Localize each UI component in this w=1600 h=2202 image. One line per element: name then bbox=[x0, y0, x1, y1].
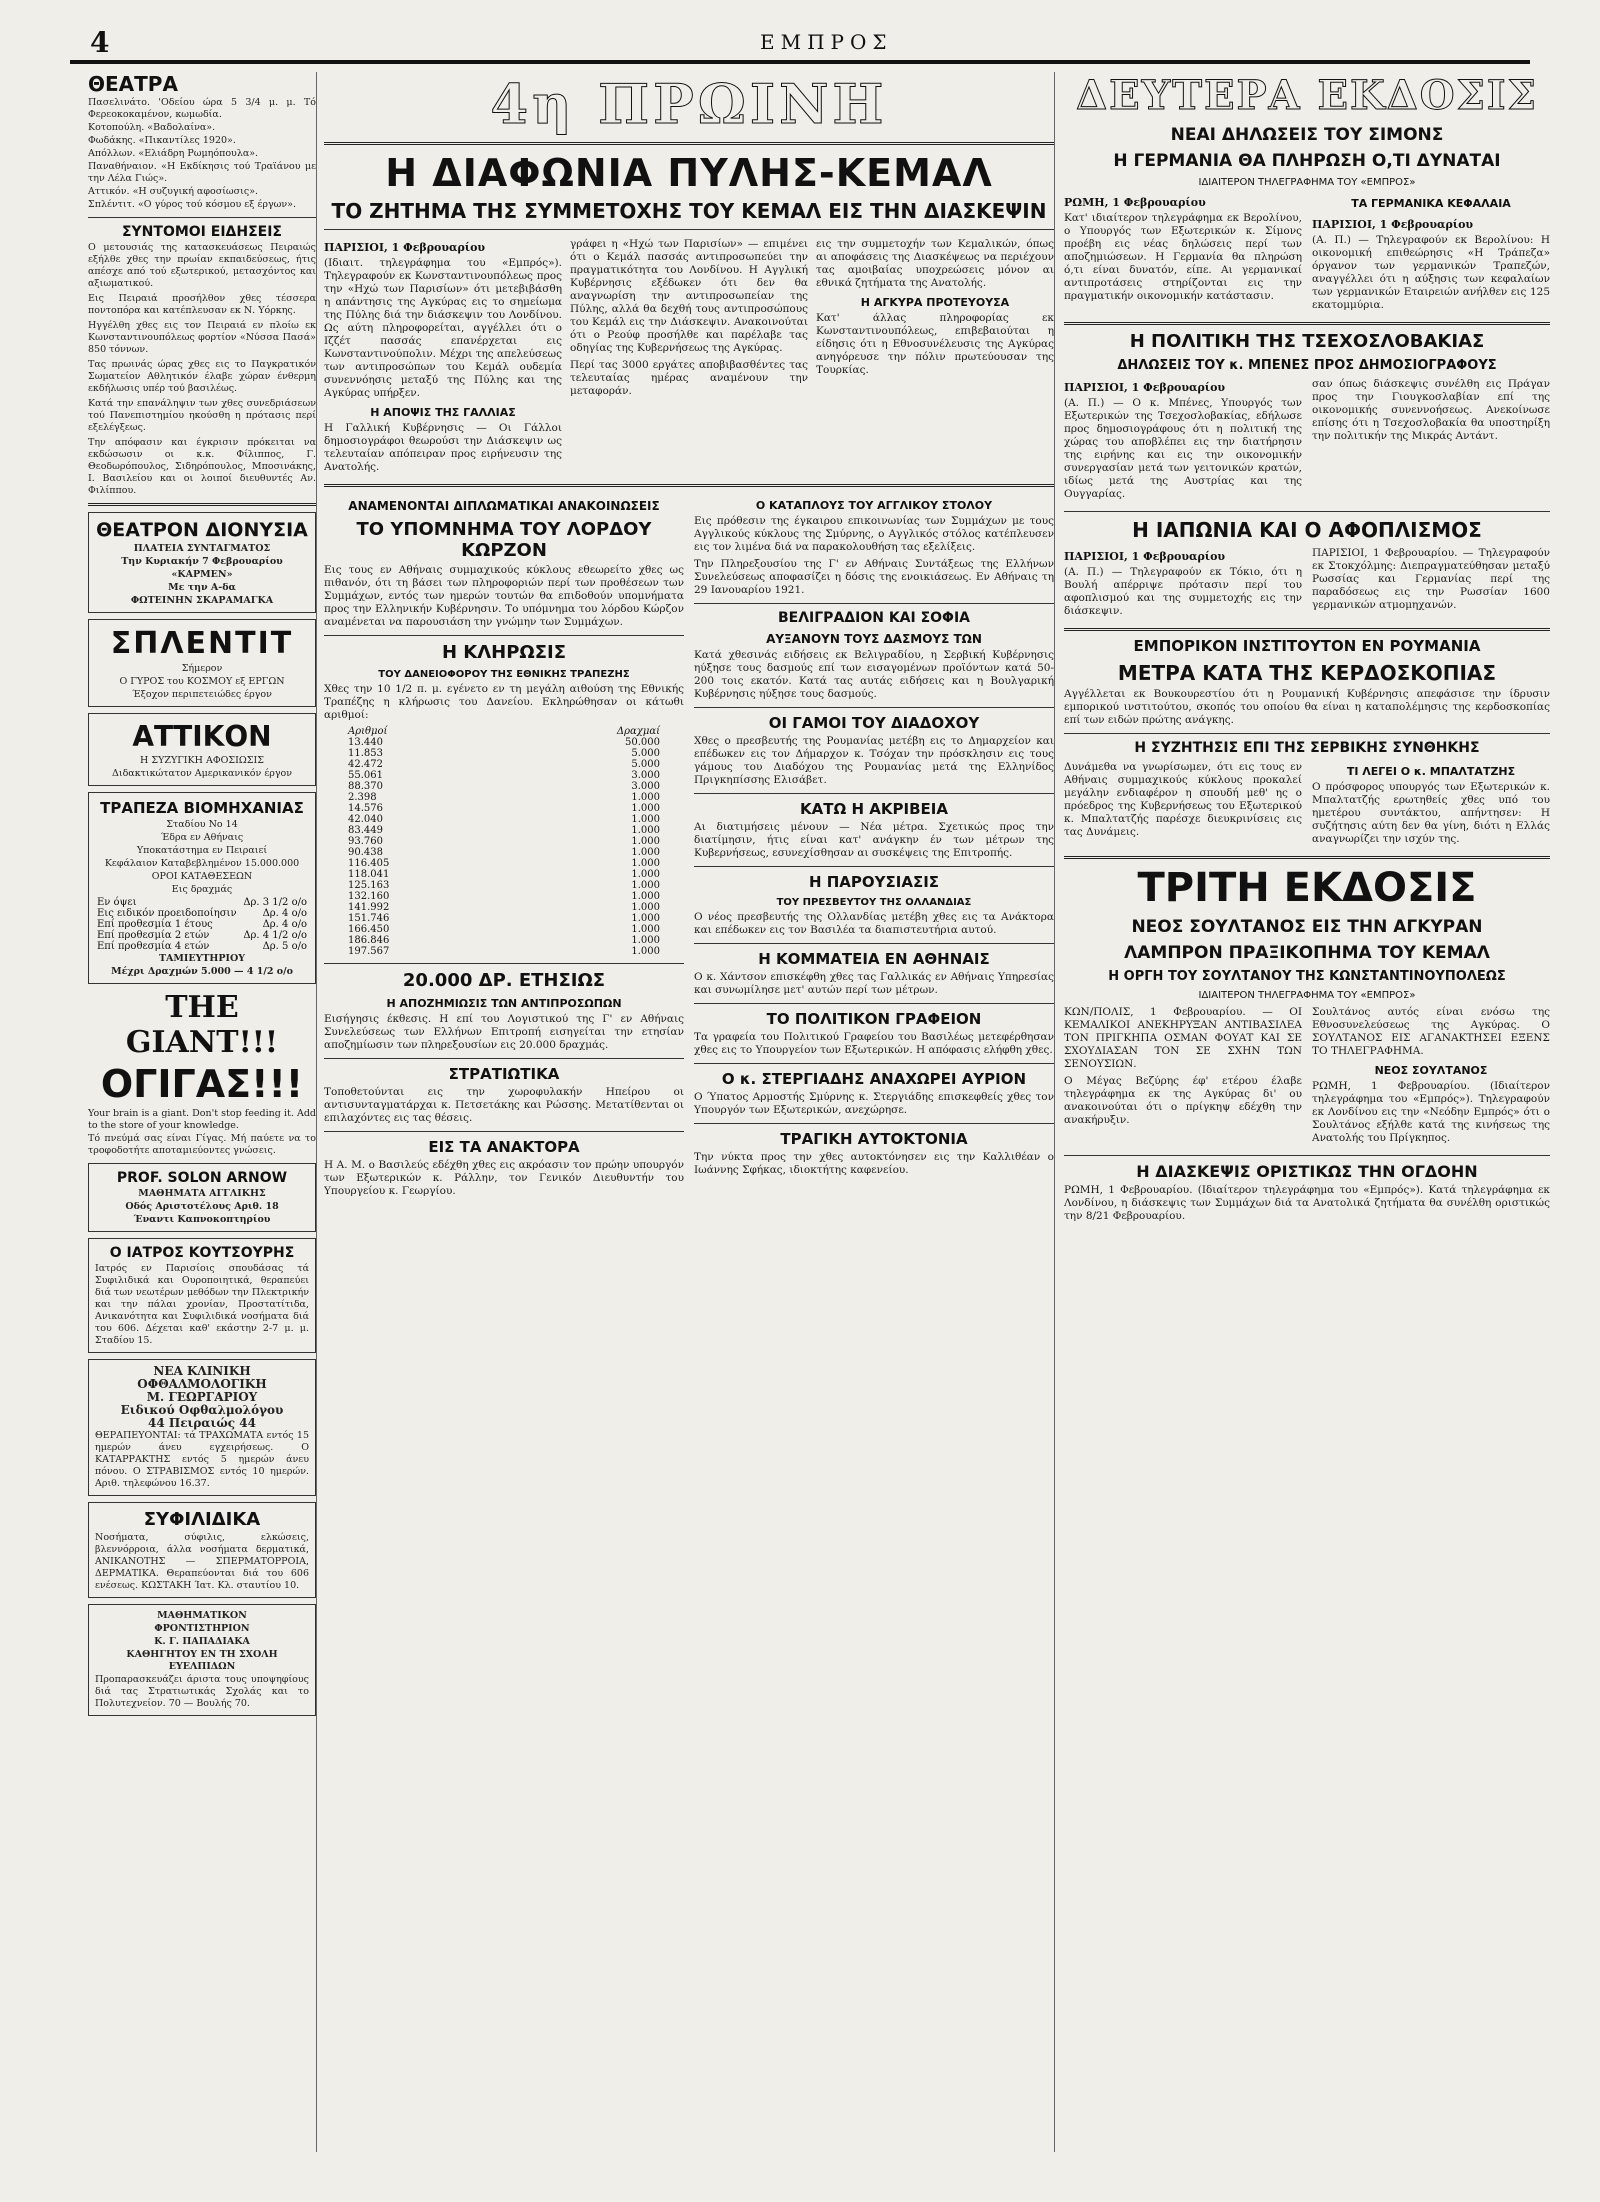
lottery-number: 116.405 bbox=[348, 858, 390, 869]
main-subheadline: ΤΟ ΖΗΤΗΜΑ ΤΗΣ ΣΥΜΜΕΤΟΧΗΣ ΤΟΥ ΚΕΜΑΛ ΕΙΣ ΤΗΝ ΔΙΑΣΚΕΨΙΝ bbox=[331, 199, 1047, 223]
wedding-title: ΟΙ ΓΑΜΟΙ ΤΟΥ ΔΙΑΔΟΧΟΥ bbox=[768, 714, 980, 732]
bank-savings-line: Μέχρι Δραχμών 5.000 — 4 1/2 ο/ο bbox=[111, 966, 293, 977]
edition-title-center: 4η ΠΡΩΙΝΗ bbox=[490, 72, 888, 136]
news-paragraph: Την απόφασιν και έγκρισιν πρόκειται να εκδώσωσιν οι κ.κ. Φίλιππος, Γ. Θεοδωρόπουλος, Σιδηρόπουλος, Μποσινάκης, Ι. Βασιλείου και οι λοιποί διευθυντές Αν. Φιλίππου. bbox=[88, 437, 316, 496]
theatre-line: Παναθήναιον. «Η Εκδίκησις τού Τραϊάνου με την Λέλα Γιώς». bbox=[88, 161, 316, 184]
twentyk-sub: Η ΑΠΟΖΗΜΙΩΣΙΣ ΤΩΝ ΑΝΤΙΠΡΟΣΩΠΩΝ bbox=[386, 997, 622, 1010]
lottery-prize: 1.000 bbox=[631, 913, 660, 924]
lottery-prize: 1.000 bbox=[631, 858, 660, 869]
suicide-title: ΤΡΑΓΙΚΗ ΑΥΤΟΚΤΟΝΙΑ bbox=[780, 1130, 968, 1148]
new-sultan-sub: ΝΕΟΣ ΣΟΥΛΤΑΝΟΣ bbox=[1374, 1064, 1488, 1077]
paper-name: ΕΜΠΡΟΣ bbox=[760, 30, 893, 54]
lottery-row bbox=[342, 891, 666, 902]
lottery-row bbox=[342, 748, 666, 759]
bank-rate-row bbox=[95, 919, 309, 930]
clinic-ad bbox=[88, 1359, 316, 1496]
lottery-number: 151.746 bbox=[348, 913, 390, 924]
new-sultan-text: ΡΩΜΗ, 1 Φεβρουαρίου. (Ιδιαίτερον τηλεγράφημα του «Εμπρός»). Τηλεγραφούν εκ Λονδίνου εις την «Νεόδην Εμπρός» ότι ο Σουλτάνος εξήλθε κατά της κινήσεως της Ανατολής του Πρίγκηπος. bbox=[1312, 1080, 1550, 1144]
lottery-number: 88.370 bbox=[348, 781, 383, 792]
lottery-prize: 5.000 bbox=[631, 759, 660, 770]
third-sub1: ΝΕΟΣ ΣΟΥΛΤΑΝΟΣ ΕΙΣ ΤΗΝ ΑΓΚΥΡΑΝ bbox=[1131, 917, 1483, 937]
lottery-number: 14.576 bbox=[348, 803, 383, 814]
third-text: ΚΩΝ/ΠΟΛΙΣ, 1 Φεβρουαρίου. — ΟΙ ΚΕΜΑΛΙΚΟΙ ΑΝΕΚΗΡΥΞΑΝ ΑΝΤΙΒΑΣΙΛΕΑ ΤΟΝ ΠΡΙΓΚΗΠΑ ΟΣΜΑΝ ΦΟΥΑΤ ΚΑΙ ΣΕ ΣΧΟΥΔΙΑΣΑΝ ΤΟΝ ΣΕ ΣΧΗΝ ΤΩΝ ΣΕΝΟΥΣΙΩΝ. bbox=[1064, 1006, 1302, 1070]
czech-text2: σαν όπως διάσκεψις συνέλθη εις Πράγαν προς την Γιουγκοσλαβίαν επί της οικονομικής συνεννοήσεως. Ανεκοίνωσε επίσης ότι η Τσεχοσλοβακία θα υποστηρίξη την πολιτικήν της Μικράς Αντάντ. bbox=[1312, 378, 1550, 442]
lottery-row bbox=[342, 913, 666, 924]
romania-sub: ΜΕΤΡΑ ΚΑΤΑ ΤΗΣ ΚΕΡΔΟΣΚΟΠΙΑΣ bbox=[1117, 661, 1497, 685]
page-number: 4 bbox=[90, 26, 110, 59]
france-text: Η Γαλλική Κυβέρνησις — Οι Γάλλοι δημοσιογράφοι θεωρούσι την Διάσκεψιν ως τελευταίαν απόπειραν προς ειρήνευσιν της Ανατολής. bbox=[324, 422, 562, 473]
lead-text: (Ιδιαιτ. τηλεγράφημα του «Εμπρός»). Τηλεγραφούν εκ Κωνσταντινουπόλεως προς την «Ηχώ των Παρισίων» ότι μετεβιβάσθη η απάντησις της Αγκύρας εις το σημείωμα της Πύλης διά την διάσκεψιν του Λονδίνου. Ως αύτη πληροφορείται, αγγέλλει ότι ο Ιζζέτ πασσάς επανέρχεται εις Κωνσταντινούπολιν. Μέχρι της απελεύσεως των αντιπροσώπων του Κεμάλ ουδεμία συνεννόησις μεταξύ της Πύλης και της Αγκύρας υπήρξεν. bbox=[324, 257, 562, 399]
clinic-text: ΘΕΡΑΠΕΥΟΝΤΑΙ: τά ΤΡΑΧΩΜΑΤΑ εντός 15 ημερών άνευ εγχειρήσεως. Ο ΚΑΤΑΡΡΑΚΤΗΣ εντός 5 ημερών άνευ πόνου. Ο ΣΤΡΑΒΙΣΜΟΣ εντός 10 ημερών. Αριθ. τηλεφώνου 16.37. bbox=[95, 1430, 309, 1489]
lottery-prize: 3.000 bbox=[631, 781, 660, 792]
lottery-row bbox=[342, 737, 666, 748]
lottery-prize: 1.000 bbox=[631, 803, 660, 814]
capital-dateline: ΠΑΡΙΣΙΟΙ, 1 Φεβρουαρίου bbox=[1312, 218, 1474, 231]
right-subtitle-1: ΝΕΑΙ ΔΗΛΩΣΕΙΣ ΤΟΥ ΣΙΜΟΝΣ bbox=[1170, 125, 1444, 145]
lottery-row bbox=[342, 858, 666, 869]
lottery-number: 90.438 bbox=[348, 847, 383, 858]
right-subtitle-2: Η ΓΕΡΜΑΝΙΑ ΘΑ ΠΛΗΡΩΣΗ Ο,ΤΙ ΔΥΝΑΤΑΙ bbox=[1113, 151, 1501, 171]
lottery-number: 42.040 bbox=[348, 814, 383, 825]
lottery-prize: 3.000 bbox=[631, 770, 660, 781]
lottery-number: 11.853 bbox=[348, 748, 383, 759]
dionysia-line: Με την Α-δα bbox=[168, 582, 236, 593]
syph-ad bbox=[88, 1502, 316, 1598]
lottery-number: 132.160 bbox=[348, 891, 390, 902]
lottery-row bbox=[342, 902, 666, 913]
czech-title: Η ΠΟΛΙΤΙΚΗ ΤΗΣ ΤΣΕΧΟΣΛΟΒΑΚΙΑΣ bbox=[1129, 331, 1485, 352]
lottery-number: 186.846 bbox=[348, 935, 390, 946]
giant-line: Τό πνεύμά σας είναι Γίγας. Μή παύετε να το τροφοδοτήτε αποταμιεύοντες γνώσεις. bbox=[88, 1133, 316, 1156]
lottery-text: Χθες την 10 1/2 π. μ. εγένετο εν τη μεγάλη αιθούση της Εθνικής Τραπέζης η κλήρωσις του Δανείου. Εκληρώθησαν οι κάτωθι αριθμοί: bbox=[324, 683, 684, 721]
theatre-line: Κοτοπούλη. «Βαδολαίνα». bbox=[88, 122, 216, 133]
third-title: ΤΡΙΤΗ ΕΚΔΟΣΙΣ bbox=[1137, 865, 1477, 911]
theatre-line: Σπλέντιτ. «Ο γύρος τού κόσμου εξ έργων». bbox=[88, 199, 296, 210]
clinic-line: ΝΕΑ ΚΛΙΝΙΚΗ bbox=[153, 1364, 251, 1378]
greek-ship-text: Εις πρόθεσιν της έγκαιρου επικοινωνίας των Συμμάχων με τους Αγγλικούς κύκλους της Σμύρνης, ο Αγγλικός στόλος κατέπλευσεν εις τον λιμένα διά να παρακολουθήση τας εξελίξεις. bbox=[694, 515, 1054, 553]
lottery-table bbox=[342, 726, 666, 957]
lottery-header-cell: Αριθμοί bbox=[348, 726, 388, 737]
romania-title: ΕΜΠΟΡΙΚΟΝ ΙΝΣΤΙΤΟΥΤΟΝ ΕΝ ΡΟΥΜΑΝΙΑ bbox=[1133, 637, 1481, 655]
bank-line: Εις δραχμάς bbox=[171, 884, 233, 895]
dionysia-line: ΦΩΤΕΙΝΗΝ ΣΚΑΡΑΜΑΓΚΑ bbox=[130, 595, 274, 606]
theatre-line: Αττικόν. «Η συζυγική αφοσίωσις». bbox=[88, 186, 259, 197]
stergiadis-text: Ο Ύπατος Αρμοστής Σμύρνης κ. Στεργιάδης επισκεφθείς χθες τον Υπουργόν των Εξωτερικών, ανεχώρησε. bbox=[694, 1091, 1054, 1116]
news-paragraph: Ηγγέλθη χθες εις τον Πειραιά εν πλοίω εκ Κωνσταντινουπόλεως φορτίον «Νύσσα Πασά» 850 τόννων. bbox=[88, 320, 316, 355]
lottery-prize: 1.000 bbox=[631, 891, 660, 902]
third-text-b: Ο Μέγας Βεζύρης έφ' ετέρου έλαβε τηλεγράφημα εκ της Αγκύρας δι' ου ανακοινούται ότι ο πρίγκηψ εδέχθη την ανακήρυξιν. bbox=[1064, 1075, 1302, 1126]
serbia-text: Δυνάμεθα να γνωρίσωμεν, ότι εις τους εν Αθήναις συμμαχικούς κύκλους προκαλεί μεγάλην ενδιαφέρον η σπουδή μεθ' ης ο πρόεδρος της Κυβερνήσεως του Εξωτερικού κ. Μπαλτατζής παρέσχε διευκρινίσεις εις τας Δυνάμεις. bbox=[1064, 761, 1302, 838]
lottery-row bbox=[342, 847, 666, 858]
bank-line: ΟΡΟΙ ΚΑΤΑΘΕΣΕΩΝ bbox=[151, 871, 253, 882]
telegram-label: ΙΔΙΑΙΤΕΡΟΝ ΤΗΛΕΓΡΑΦΗΜΑ ΤΟΥ «ΕΜΠΡΟΣ» bbox=[1198, 177, 1416, 188]
lottery-number: 13.440 bbox=[348, 737, 383, 748]
splendid-line: Έξοχον περιπετειώδες έργον bbox=[132, 689, 272, 700]
lottery-number: 141.992 bbox=[348, 902, 390, 913]
japan-text2: ΠΑΡΙΣΙΟΙ, 1 Φεβρουαρίου. — Τηλεγραφούν εκ Στοκχόλμης: Διεπραγματεύθησαν μεταξύ Ρωσσίας και Γερμανίας περί της παραδόσεως εις την Ρωσσίαν 1600 γερμανικών ατμομηχανών. bbox=[1312, 547, 1550, 611]
lottery-row bbox=[342, 792, 666, 803]
wedding-text: Χθες ο πρεσβευτής της Ρουμανίας μετέβη εις το Δημαρχείον και επέδωκεν εις τον Δήμαρχον κ. Τσόχαν την πρόσκλησιν εις τους γάμους του Διαδόχου της Ρουμανίας μετά της Ελληνίδος Πριγκηπίσσης Ελισάβετ. bbox=[694, 735, 1054, 786]
bank-rate-row bbox=[95, 941, 309, 952]
rate-value: Δρ. 4 1/2 ο/ο bbox=[243, 930, 307, 941]
giant-line: Your brain is a giant. Don't stop feeding it. Add to the store of your knowledge. bbox=[88, 1108, 316, 1131]
lottery-row bbox=[342, 781, 666, 792]
theatre-line: Φωδάκης. «Πικαντίλες 1920». bbox=[88, 135, 236, 146]
bank-line: Υποκατάστημα εν Πειραιεί bbox=[136, 845, 268, 856]
doctor-title: Ο ΙΑΤΡΟΣ ΚΟΥΤΣΟΥΡΗΣ bbox=[109, 1245, 295, 1261]
france-sub: Η ΑΠΟΨΙΣ ΤΗΣ ΓΑΛΛΙΑΣ bbox=[370, 406, 516, 419]
lottery-number: 83.449 bbox=[348, 825, 383, 836]
lottery-prize: 1.000 bbox=[631, 946, 660, 957]
lottery-prize: 1.000 bbox=[631, 935, 660, 946]
romania-text: Αγγέλλεται εκ Βουκουρεστίου ότι η Ρουμανική Κυβέρνησις απεφάσισε την ίδρυσιν εμπορικού ινστιτούτου, σκοπός του οποίου θα είναι η καταπολέμησις της κερδοσκοπίας επί των ειδών πρώτης ανάγκης. bbox=[1064, 688, 1550, 726]
japan-text: (Α. Π.) — Τηλεγραφούν εκ Τόκιο, ότι η Βουλή απέρριψε πρότασιν περί του αφοπλισμού και της συμμετοχής εις την διάσκεψιν. bbox=[1064, 566, 1302, 617]
lottery-row bbox=[342, 759, 666, 770]
news-paragraph: Ο μετουσιάς της κατασκευάσεως Πειραιώς εξήλθε χθες την πρωίαν εκπαιδεύσεως, ήτις απέσχε από τού εξωτερικού, μετασχόντος και αξιωματικού. bbox=[88, 242, 316, 289]
attikon-title: ΑΤΤΙΚΟΝ bbox=[132, 720, 272, 753]
belgrade-text: Κατά χθεσινάς ειδήσεις εκ Βελιγραδίου, η Σερβική Κυβέρνησις ηύξησε τους δασμούς επί των εισαγομένων προϊόντων κατά 50-200 τοις εκατόν. Κατά τας αυτάς ειδήσεις και η Βουλγαρική Κυβέρνησις ηύξησε τους δασμούς. bbox=[694, 649, 1054, 700]
dionysia-line: ΠΛΑΤΕΙΑ ΣΥΝΤΑΓΜΑΤΟΣ bbox=[133, 543, 271, 554]
third-text2: Σουλτάνος αυτός είναι ενόσω της Εθνοσυνελεύσεως της Αγκύρας. Ο ΣΟΥΛΤΑΝΟΣ ΕΙΣ ΑΓΑΝΑΚΤΗΣΕΙ ΕΞΕΝΣ ΤΟ ΤΗΛΕΓΡΑΦΗΜΑ. bbox=[1312, 1006, 1550, 1057]
greek-ship-sub: Ο ΚΑΤΑΠΛΟΥΣ ΤΟΥ ΑΓΓΛΙΚΟΥ ΣΤΟΛΟΥ bbox=[755, 499, 993, 512]
czech-dateline: ΠΑΡΙΣΙΟΙ, 1 Φεβρουαρίου bbox=[1064, 381, 1226, 394]
bank-ad bbox=[88, 792, 316, 984]
giant-subtitle: ΟΓΙΓΑΣ!!! bbox=[100, 1062, 304, 1106]
theatre-line: Πασελινάτο. 'Οδείου ώρα 5 3/4 μ. μ. Τό Φερεοκοκαμένον, κωμωδία. bbox=[88, 97, 316, 120]
lottery-number: 55.061 bbox=[348, 770, 383, 781]
lottery-number: 42.472 bbox=[348, 759, 383, 770]
attikon-ad bbox=[88, 713, 316, 786]
lottery-row bbox=[342, 869, 666, 880]
lottery-row bbox=[342, 924, 666, 935]
lottery-number: 118.041 bbox=[348, 869, 390, 880]
lottery-row bbox=[342, 836, 666, 847]
lottery-sub: ΤΟΥ ΔΑΝΕΙΟΦΟΡΟΥ ΤΗΣ ΕΘΝΙΚΗΣ ΤΡΑΠΕΖΗΣ bbox=[378, 669, 630, 680]
lottery-row bbox=[342, 935, 666, 946]
doctor-ad bbox=[88, 1238, 316, 1353]
lottery-row bbox=[342, 803, 666, 814]
politikon-title: ΤΟ ΠΟΛΙΤΙΚΟΝ ΓΡΑΦΕΙΟΝ bbox=[766, 1010, 982, 1028]
rome-text: Κατ' ιδιαίτερον τηλεγράφημα εκ Βερολίνου, ο Υπουργός των Εξωτερικών κ. Σίμονς προέβη εις νέας δηλώσεις περί των αποζημιώσεων. Η Γερμανία θα πληρώση ό,τι είναι δυνατόν, είπε. Αι γερμανικαί αντιπροτάσεις στηρίζονται εις την πραγματικήν οικονομικήν κατάστασιν. bbox=[1064, 212, 1302, 302]
splendid-ad bbox=[88, 619, 316, 707]
rate-term: Εν όψει bbox=[97, 897, 137, 908]
twentyk-title: 20.000 ΔΡ. ΕΤΗΣΙΩΣ bbox=[402, 970, 606, 991]
lottery-prize: 1.000 bbox=[631, 880, 660, 891]
rate-value: Δρ. 4 ο/ο bbox=[262, 908, 307, 919]
third-sub3: Η ΟΡΓΗ ΤΟΥ ΣΟΥΛΤΑΝΟΥ ΤΗΣ ΚΩΝΣΤΑΝΤΙΝΟΥΠΟΛΕΩΣ bbox=[1108, 969, 1506, 984]
dionysia-line: «ΚΑΡΜΕΝ» bbox=[171, 569, 233, 580]
japan-title: Η ΙΑΠΩΝΙΑ ΚΑΙ Ο ΑΦΟΠΛΙΣΜΟΣ bbox=[1132, 518, 1482, 542]
rate-term: Επί προθεσμία 1 έτους bbox=[97, 919, 213, 930]
czech-text: (Α. Π.) — Ο κ. Μπένες, Υπουργός των Εξωτερικών της Τσεχοσλοβακίας, εδήλωσε προς δημοσιογράφους ότι η πολιτική της χώρας του αποβλέπει εις την διατήρησιν της ειρήνης και εις την οικονομικήν συνεργασίαν μετά των γειτονικών κρατών, ιδίως μετά της Αυστρίας και της Ουγγαρίας. bbox=[1064, 397, 1302, 500]
lottery-prize: 1.000 bbox=[631, 924, 660, 935]
japan-dateline: ΠΑΡΙΣΙΟΙ, 1 Φεβρουαρίου bbox=[1064, 550, 1226, 563]
lottery-number: 2.398 bbox=[348, 792, 377, 803]
bank-rate-row bbox=[95, 897, 309, 908]
splendid-line: Σήμερον bbox=[181, 663, 223, 674]
conference-title: Η ΔΙΑΣΚΕΨΙΣ ΟΡΙΣΤΙΚΩΣ ΤΗΝ ΟΓΔΟΗΝ bbox=[1136, 1162, 1478, 1181]
lottery-row bbox=[342, 825, 666, 836]
news-paragraph: Τας πρωινάς ώρας χθες εις το Παγκρατικόν Σωματείον Αθλητικόν έλαβε χώραν ένθερμη εκδήλωσις υπέρ τού βασιλέως. bbox=[88, 359, 316, 394]
lead-dateline: ΠΑΡΙΣΙΟΙ, 1 Φεβρουαρίου bbox=[324, 241, 486, 254]
school-ad bbox=[88, 1604, 316, 1716]
notice-text: Την Πληρεξουσίου της Γ' εν Αθήναις Συντάξεως της Ελλήνων Συνελεύσεως αποφασίζει η δόσις της ενοικιάσεως. Εν Αθήναις τη 29 Ιανουαρίου 1921. bbox=[694, 558, 1054, 596]
bank-rate-row bbox=[95, 908, 309, 919]
masthead-rule bbox=[70, 60, 1530, 64]
arnow-title: PROF. SOLON ARNOW bbox=[116, 1170, 288, 1186]
news-header: ΣΥΝΤΟΜΟΙ ΕΙΔΗΣΕΙΣ bbox=[121, 224, 282, 240]
left-column bbox=[88, 72, 317, 2152]
center-column bbox=[324, 72, 1055, 2152]
bank-line: Έδρα εν Αθήναις bbox=[160, 832, 244, 843]
twentyk-text: Εισήγησις έκθεσις. Η επί του Λογιστικού της Γ' εν Αθήναις Συνελεύσεως των Ελλήνων Επιτροπή εισηγείται την ετησίαν αποζημίωσιν των πληρεξουσίων εις 20.000 δραχμάς. bbox=[324, 1013, 684, 1051]
ankara-sub: Η ΑΓΚΥΡΑ ΠΡΟΤΕΥΟΥΣΑ bbox=[860, 296, 1010, 309]
bank-rates-table bbox=[95, 897, 309, 952]
dionysia-title: ΘΕΑΤΡΟΝ ΔΙΟΝΥΣΙΑ bbox=[96, 519, 308, 541]
ankara-text: Κατ' άλλας πληροφορίας εκ Κωνσταντινουπόλεως, επιβεβαιούται η είδησις ότι η Εθνοσυνέλευσις της Αγκύρας ανηγόρευσε την πόλιν πρωτεύουσαν της Τουρκίας. bbox=[816, 312, 1054, 376]
school-line: ΚΑΘΗΓΗΤΟΥ ΕΝ ΤΗ ΣΧΟΛΗ ΕΥΕΛΠΙΔΩΝ bbox=[126, 1649, 278, 1672]
stergiadis-title: Ο κ. ΣΤΕΡΓΙΑΔΗΣ ΑΝΑΧΩΡΕΙ ΑΥΡΙΟΝ bbox=[721, 1070, 1027, 1088]
clinic-line: Ειδικού Οφθαλμολόγου bbox=[120, 1403, 284, 1417]
lottery-prize: 1.000 bbox=[631, 825, 660, 836]
clinic-line: 44 Πειραιώς 44 bbox=[148, 1416, 256, 1430]
attikon-line: Διδακτικώτατον Αμερικανικόν έργον bbox=[111, 768, 292, 779]
lottery-title: Η ΚΛΗΡΩΣΙΣ bbox=[441, 642, 567, 663]
curzon-title: ΤΟ ΥΠΟΜΝΗΜΑ ΤΟΥ ΛΟΡΔΟΥ ΚΩΡΖΟΝ bbox=[356, 519, 652, 561]
lead-col3: εις την συμμετοχήν των Κεμαλικών, όπως αι αποφάσεις της Διασκέψεως να περιέχουν τας αμοιβαίας υποχρεώσεις μόνον αι εθνικά ζητήματα της Ανατολής. bbox=[816, 238, 1054, 289]
syph-text: Νοσήματα, σύφιλις, ελκώσεις, βλεννόρροια, άλλα νοσήματα δερματικά, ΑΝΙΚΑΝΟΤΗΣ — ΣΠΕΡΜΑΤΟΡΡΟΙΑ, ΔΕΡΜΑΤΙΚΑ. Θεραπεύονται διά του 606 ενέσεως. ΚΩΣΤΑΚΗ Ίατ. Κλ. σταυτίου 10. bbox=[95, 1532, 309, 1591]
theatre-header: ΘΕΑΤΡΑ bbox=[88, 72, 178, 96]
splendid-title: ΣΠΛΕΝΤΙΤ bbox=[110, 626, 294, 661]
news-paragraph: Κατά την επανάληψιν των χθες συνεδριάσεων τού Πανεπιστημίου ηκούσθη η πρότασις περί εξελέγξεως. bbox=[88, 398, 316, 433]
arnow-line: ΜΑΘΗΜΑΤΑ ΑΓΓΛΙΚΗΣ bbox=[138, 1188, 266, 1199]
parousiasis-sub: ΤΟΥ ΠΡΕΣΒΕΥΤΟΥ ΤΗΣ ΟΛΛΑΝΔΙΑΣ bbox=[776, 897, 972, 908]
lottery-number: 166.450 bbox=[348, 924, 390, 935]
lottery-prize: 1.000 bbox=[631, 902, 660, 913]
lottery-row bbox=[342, 814, 666, 825]
capital-text: (Α. Π.) — Τηλεγραφούν εκ Βερολίνου: Η οικονομική επιθεώρησις «Η Τράπεζα» όργανον των γερμανικών Τραπεζών, αναγγέλλει ότι η αύξησις των κεφαλαίων των γερμανικών Εταιρειών ανήλθεν εις 125 εκατομμύρια. bbox=[1312, 234, 1550, 311]
theatre-line: Απόλλων. «Ελιάδρη Ρωμηόπουλα». bbox=[88, 148, 259, 159]
rate-value: Δρ. 3 1/2 ο/ο bbox=[243, 897, 307, 908]
lottery-header-cell: Δραχμαί bbox=[616, 726, 660, 737]
giant-title: THE GIANT!!! bbox=[125, 990, 279, 1060]
rate-term: Εις ειδικόν προειδοποίησιν bbox=[97, 908, 237, 919]
serbia-title: Η ΣΥΖΗΤΗΣΙΣ ΕΠΙ ΤΗΣ ΣΕΡΒΙΚΗΣ ΣΥΝΘΗΚΗΣ bbox=[1134, 740, 1480, 756]
silk-text: Ο κ. Χάντσον επισκέφθη χθες τας Γαλλικάς εν Αθήναις Υπηρεσίας και συνωμίλησε μετ' αυτών περί των μέτρων. bbox=[694, 971, 1054, 996]
akriveia-text: Αι διατιμήσεις μένουν — Νέα μέτρα. Σχετικώς προς την διατίμησιν, ήτις είναι κατ' ανάγκην έν των μέτρων της Κυβερνήσεως, εσυνεχίσθησαν αι συσκέψεις της Επιτροπής. bbox=[694, 821, 1054, 859]
edition-title-right: ΔΕΥΤΕΡΑ ΕΚΔΟΣΙΣ bbox=[1076, 72, 1538, 119]
lottery-row bbox=[342, 880, 666, 891]
rate-term: Επί προθεσμία 2 ετών bbox=[97, 930, 210, 941]
clinic-line: ΟΦΘΑΛΜΟΛΟΓΙΚΗ bbox=[137, 1377, 267, 1391]
dionysia-ad bbox=[88, 512, 316, 613]
rome-dateline: ΡΩΜΗ, 1 Φεβρουαρίου bbox=[1064, 196, 1206, 209]
sub-3000: Περί τας 3000 εργάτες αποβιβασθέντες τας τελευταίας ημέρας αναμένουν την μεταφοράν. bbox=[570, 359, 808, 397]
lottery-prize: 50.000 bbox=[625, 737, 660, 748]
bank-line: Σταδίου Νο 14 bbox=[166, 819, 238, 830]
attikon-line: Η ΣΥΖΥΓΙΚΗ ΑΦΟΣΙΩΣΙΣ bbox=[140, 755, 264, 766]
lottery-row bbox=[342, 946, 666, 957]
suicide-text: Την νύκτα προς την χθες αυτοκτόνησεν εις την Καλλιθέαν ο Ιωάννης Σφήκας, ιδιοκτήτης καφενείου. bbox=[694, 1151, 1054, 1176]
lottery-prize: 5.000 bbox=[631, 748, 660, 759]
lottery-number: 197.567 bbox=[348, 946, 390, 957]
capital-title: ΤΑ ΓΕΡΜΑΝΙΚΑ ΚΕΦΑΛΑΙΑ bbox=[1351, 197, 1511, 210]
lottery-number: 93.760 bbox=[348, 836, 383, 847]
news-paragraph: Εις Πειραιά προσήλθον χθες τέσσερα ποντοπόρα και κατέπλευσαν εκ Ν. Υόρκης. bbox=[88, 293, 316, 316]
third-sub2: ΛΑΜΠΡΟΝ ΠΡΑΞΙΚΟΠΗΜΑ ΤΟΥ ΚΕΜΑΛ bbox=[1124, 943, 1490, 963]
belgrade-sub: ΑΥΞΑΝΟΥΝ ΤΟΥΣ ΔΑΣΜΟΥΣ ΤΩΝ bbox=[766, 632, 982, 646]
belgrade-title: ΒΕΛΙΓΡΑΔΙΟΝ ΚΑΙ ΣΟΦΙΑ bbox=[777, 610, 970, 626]
rate-value: Δρ. 4 ο/ο bbox=[262, 919, 307, 930]
dionysia-line: Την Κυριακήν 7 Φεβρουαρίου bbox=[121, 556, 283, 567]
baltatzis-sub: ΤΙ ΛΕΓΕΙ Ο κ. ΜΠΑΛΤΑΤΖΗΣ bbox=[1346, 765, 1516, 778]
school-line: ΦΡΟΝΤΙΣΤΗΡΙΟΝ bbox=[154, 1623, 250, 1634]
splendid-line: Ο ΓΥΡΟΣ του ΚΟΣΜΟΥ εξ ΕΡΓΩΝ bbox=[119, 676, 285, 687]
clinic-line: Μ. ΓΕΩΡΓΑΡΙΟΥ bbox=[146, 1390, 258, 1404]
curzon-pre: ΑΝΑΜΕΝΟΝΤΑΙ ΔΙΠΛΩΜΑΤΙΚΑΙ ΑΝΑΚΟΙΝΩΣΕΙΣ bbox=[348, 499, 660, 513]
stratos-title: ΣΤΡΑΤΙΩΤΙΚΑ bbox=[448, 1065, 560, 1083]
politikon-text: Τα γραφεία του Πολιτικού Γραφείου του Βασιλέως μετεφέρθησαν χθες εις το Υπουργείον των Εξωτερικών. Η απόφασις ελήφθη χθες. bbox=[694, 1031, 1054, 1056]
lottery-prize: 1.000 bbox=[631, 847, 660, 858]
school-line: Κ. Γ. ΠΑΠΑΔΙΑΚΑ bbox=[154, 1636, 250, 1647]
bank-rate-row bbox=[95, 930, 309, 941]
lottery-row bbox=[342, 770, 666, 781]
parousiasis-title: Η ΠΑΡΟΥΣΙΑΣΙΣ bbox=[808, 873, 940, 891]
bank-savings-line: ΤΑΜΙΕΥΤΗΡΙΟΥ bbox=[158, 953, 246, 964]
rate-value: Δρ. 5 ο/ο bbox=[262, 941, 307, 952]
anaktora-text: Η Α. Μ. ο Βασιλεύς εδέχθη χθες εις ακρόασιν τον πρώην υπουργόν των Εξωτερικών κ. Ράλλην, τον Γενικόν Διευθυντήν του Υπουργείου κ. Γεωργίου. bbox=[324, 1159, 684, 1197]
stratos-text: Τοποθετούνται εις την χωροφυλακήν Ηπείρου οι αντισυνταγματάρχαι κ. Πετσετάκης και Ρώσσης. Μετατίθενται οι επιλαχόντες εις τας θέσεις. bbox=[324, 1086, 684, 1124]
rate-term: Επί προθεσμία 4 ετών bbox=[97, 941, 210, 952]
giant-ad bbox=[88, 990, 316, 1157]
bank-title: ΤΡΑΠΕΖΑ ΒΙΟΜΗΧΑΝΙΑΣ bbox=[100, 799, 304, 817]
conference-text: ΡΩΜΗ, 1 Φεβρουαρίου. (Ιδιαίτερον τηλεγράφημα του «Εμπρός»). Κατά τηλεγράφημα εκ Λονδίνου, η διάσκεψις των Συμμάχων διά τα Ανατολικά ζητήματα θα συνέλθη οριστικώς την 8/21 Φεβρουαρίου. bbox=[1064, 1184, 1550, 1222]
baltatzis-text: Ο πρόσφορος υπουργός των Εξωτερικών κ. Μπαλτατζής ερωτηθείς χθες υπό του ημετέρου συντάκτου, απήντησεν: Η συζήτησις αύτη δεν θα γίνη, διότι η Ελλάς αναγνωρίζει την ισχύν της. bbox=[1312, 781, 1550, 845]
news-list bbox=[88, 242, 316, 497]
main-headline: Η ΔΙΑΦΩΝΙΑ ΠΥΛΗΣ-ΚΕΜΑΛ bbox=[385, 151, 993, 195]
anaktora-title: ΕΙΣ ΤΑ ΑΝΑΚΤΟΡΑ bbox=[428, 1138, 580, 1156]
school-line: ΜΑΘΗΜΑΤΙΚΟΝ bbox=[157, 1610, 247, 1621]
lottery-header-row bbox=[342, 726, 666, 737]
lottery-prize: 1.000 bbox=[631, 836, 660, 847]
lead-story bbox=[324, 236, 1054, 478]
theatre-list bbox=[88, 97, 316, 211]
curzon-text: Εις τους εν Αθήναις συμμαχικούς κύκλους εθεωρείτο χθες ως πιθανόν, ότι τη βάσει των πληροφοριών περί των προθέσεων των Συμμάχων, εντός των ημερών τουτών θα επιδοθούν υπομνήματα προς την Ελληνικήν Κυβέρνησιν. Το υπόμνημα του λόρδου Κώρζον αναμένεται να παρουσιάση την γνώμην των Συμμάχων. bbox=[324, 564, 684, 628]
silk-title: Η ΚΟΜΜΑΤΕΙΑ ΕΝ ΑΘΗΝΑΙΣ bbox=[758, 950, 990, 968]
arnow-ad bbox=[88, 1163, 316, 1232]
lottery-number: 125.163 bbox=[348, 880, 390, 891]
mid-section bbox=[324, 493, 1054, 1202]
bank-line: Κεφάλαιον Καταβεβλημένον 15.000.000 bbox=[104, 858, 300, 869]
lottery-prize: 1.000 bbox=[631, 814, 660, 825]
lead-col2: γράφει η «Ηχώ των Παρισίων» — επιμένει ότι ο Κεμάλ πασσάς αντιπροσωπεύει την πραγματικότητα του Λονδίνου. Η Αγγλική Κυβέρνησις εξέδωκεν ότι δεν θα αναγνωρίση την αντιπροσωπείαν της Πύλης, αλλά θα δεχθή τους αντιπροσώπους του Κεμάλ εις την Διάσκεψιν. Ανακοινούται ότι ο Ρεούφ προσήλθε και παρέλαβε τας οδηγίας της Κυβερνήσεως της Αγκύρας. bbox=[570, 238, 808, 354]
lottery-prize: 1.000 bbox=[631, 792, 660, 803]
lottery-prize: 1.000 bbox=[631, 869, 660, 880]
doctor-text: Ιατρός εν Παρισίοις σπουδάσας τά Συφιλιδικά και Ουροποιητικά, θεραπεύει διά των νεωτέρων μεθόδων την Πλεκτρικήν και την πάλαι χρονίαν, Προστατίτιδα, Ανικανότητα και Συφιλιδικά νοσήματα διά του 606. Δέχεται καθ' εκάστην 2-7 μ. μ. Σταδίου 15. bbox=[95, 1263, 309, 1346]
right-column bbox=[1064, 72, 1550, 2152]
school-text: Προπαρασκευάζει άριστα τους υποψηφίους διά τας Στρατιωτικάς Σχολάς και το Πολυτεχνείον. 70 — Βουλής 70. bbox=[95, 1674, 309, 1709]
arnow-line: Έναντι Καπνοκοπτηρίου bbox=[133, 1214, 271, 1225]
akriveia-title: ΚΑΤΩ Η ΑΚΡΙΒΕΙΑ bbox=[800, 800, 948, 818]
czech-sub: ΔΗΛΩΣΕΙΣ ΤΟΥ κ. ΜΠΕΝΕΣ ΠΡΟΣ ΔΗΜΟΣΙΟΓΡΑΦΟΥΣ bbox=[1117, 358, 1497, 373]
arnow-line: Οδός Αριστοτέλους Αριθ. 18 bbox=[125, 1201, 279, 1212]
parousiasis-text: Ο νέος πρεσβευτής της Ολλανδίας μετέβη χθες εις τα Ανάκτορα και επέδωκεν εις τον Βασιλέα τα διαπιστευτήρια αυτού. bbox=[694, 911, 1054, 936]
third-telegram: ΙΔΙΑΙΤΕΡΟΝ ΤΗΛΕΓΡΑΦΗΜΑ ΤΟΥ «ΕΜΠΡΟΣ» bbox=[1198, 990, 1416, 1001]
syph-title: ΣΥΦΙΛΙΔΙΚΑ bbox=[143, 1509, 261, 1530]
